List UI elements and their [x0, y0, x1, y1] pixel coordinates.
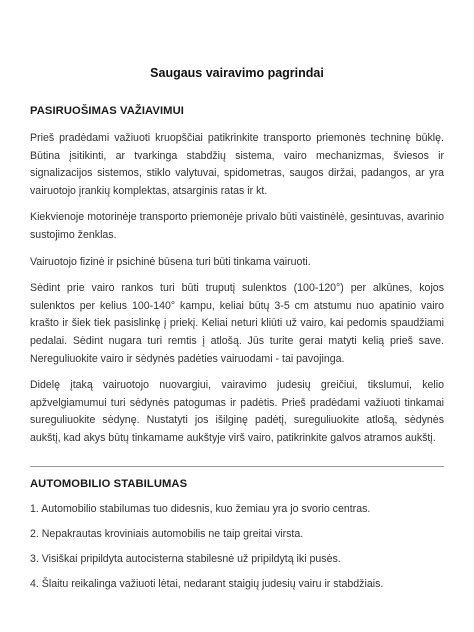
list-item: 2. Nepakrautas kroviniais automobilis ne taip greitai virsta.	[30, 527, 304, 540]
paragraph-technical-check: Prieš pradėdami važiuoti kruopščiai patikrinkite transporto priemonės techninę būklę. Būtina įsitikinti, ar tvarkinga stabdžių sistema, vairo mechanizmas, šviesos ir signalizacijos sistemos, stiklo valytuvai, spidometras, saugos diržai, padangos, ar yra vairuotojo įrankių komplektas, atsarginis ratas ir kt.	[30, 132, 444, 197]
paragraph-required-equipment: Kiekvienoje motorinėje transporto priemonėje privalo būti vaistinėlė, gesintuvas, avarinio sustojimo ženklas.	[30, 211, 444, 241]
document-title: Saugaus vairavimo pagrindai	[150, 66, 324, 80]
paragraph-driver-condition: Vairuotojo fizinė ir psichinė būsena turi būti tinkama vairuoti.	[30, 255, 311, 268]
stability-list	[30, 501, 444, 592]
list-item: 3. Visiškai pripildyta autocisterna stabilesnė už pripildytą iki pusės.	[30, 552, 341, 565]
list-item: 1. Automobilio stabilumas tuo didesnis, kuo žemiau yra jo svorio centras.	[30, 502, 371, 515]
paragraph-seat-adjustment: Didelę įtaką vairuotojo nuovargiui, vairavimo judesių greičiui, tikslumui, kelio apžvelgiamumui turi sėdynės patogumas ir padėtis. Prieš pradėdami važiuoti tinkamai sureguliuokite sėdynę. Nustatyti jos išilginę padėtį, sureguliuokite atlošą, sėdynės aukštį, kad akys būtų tinkamame aukštyje virš vairo, patikrinkite galvos atramos aukštį.	[30, 379, 444, 444]
section-heading-preparation: PASIRUOŠIMAS VAŽIAVIMUI	[30, 105, 184, 117]
list-item: 4. Šlaitu reikalinga važiuoti lėtai, nedarant staigių judesių vairu ir stabdžiais.	[30, 577, 384, 590]
paragraph-seating-posture: Sėdint prie vairo rankos turi būti truputį sulenktos (100-120°) per alkūnes, kojos sulenktos per kelius 100-140° kampu, keliai būtų 3-5 cm atstumu nuo apatinio vairo krašto ir šiek tiek pasislinkę į priekį. Keliai neturi kliūti už vairo, kai pedomis spaudžiami pedalai. Sėdint nugara turi remtis į atlošą. Jūs turite gerai matyti kelią prieš save. Nereguliuokite vairo ir sėdynės padėties vairuodami - tai pavojinga.	[30, 282, 444, 365]
section-divider	[30, 466, 444, 467]
section-heading-stability: AUTOMOBILIO STABILUMAS	[30, 477, 188, 490]
